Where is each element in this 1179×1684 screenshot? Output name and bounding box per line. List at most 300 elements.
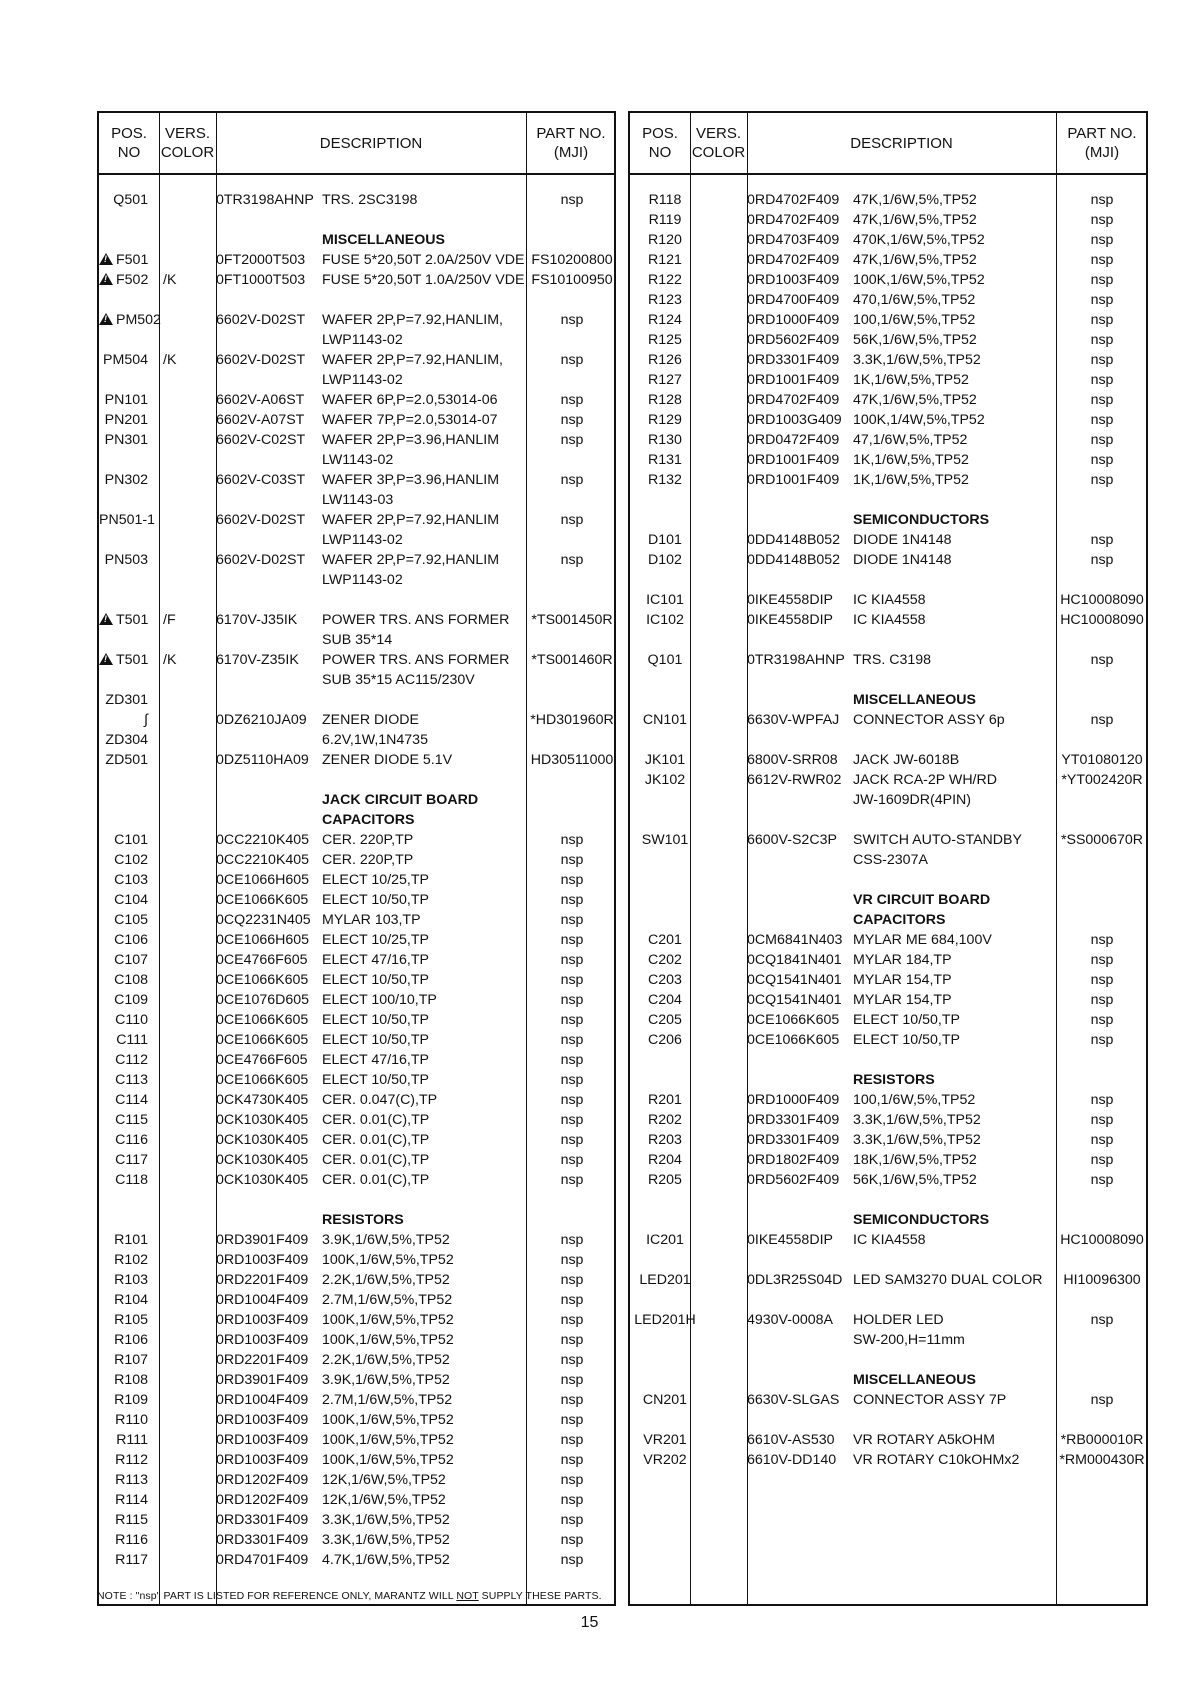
part-number: HC10008090 — [1060, 612, 1144, 628]
table-row — [99, 450, 614, 470]
description: WAFER 2P,P=3.96,HANLIM — [322, 432, 500, 448]
part-code: 0RD5602F409 — [747, 332, 840, 348]
table-row — [99, 1510, 614, 1530]
description: WAFER 3P,P=3.96,HANLIM — [322, 472, 500, 488]
description: POWER TRS. ANS FORMER — [322, 612, 510, 628]
table-row — [99, 1430, 614, 1450]
part-number: nsp — [560, 832, 584, 848]
part-number: nsp — [1090, 1392, 1114, 1408]
description: 3.3K,1/6W,5%,TP52 — [853, 1132, 981, 1148]
pos-no: PN101 — [104, 392, 148, 408]
table-row — [630, 1130, 1146, 1150]
table-row — [99, 830, 614, 850]
table-row — [630, 450, 1146, 470]
part-code: 6602V-A06ST — [216, 392, 305, 408]
part-number: FS10200800 — [531, 252, 613, 268]
part-number: nsp — [560, 552, 584, 568]
part-number: nsp — [560, 1352, 584, 1368]
part-code: 0CQ1541N401 — [747, 992, 842, 1008]
part-number: nsp — [1090, 992, 1114, 1008]
part-code: 6170V-J35IK — [216, 612, 298, 628]
part-number: nsp — [560, 1312, 584, 1328]
table-row — [630, 330, 1146, 350]
part-code: 6602V-C03ST — [216, 472, 306, 488]
pos-no: R121 — [648, 252, 682, 268]
part-code: 6800V-SRR08 — [747, 752, 838, 768]
description: 6.2V,1W,1N4735 — [322, 732, 428, 748]
header-part-no: PART NO. (MJI) — [536, 125, 606, 161]
description: ELECT 10/50,TP — [853, 1012, 960, 1028]
part-number: nsp — [560, 472, 584, 488]
description: 1K,1/6W,5%,TP52 — [853, 472, 969, 488]
table-row — [630, 1290, 1146, 1310]
part-number: FS10100950 — [531, 272, 613, 288]
description: 100K,1/6W,5%,TP52 — [322, 1332, 454, 1348]
part-number: HC10008090 — [1060, 592, 1144, 608]
description: 2.2K,1/6W,5%,TP52 — [322, 1272, 450, 1288]
part-code: 0RD1000F409 — [747, 312, 840, 328]
table-row — [630, 650, 1146, 670]
pos-no: R127 — [648, 372, 682, 388]
part-code: 0RD4702F409 — [747, 392, 840, 408]
table-row — [99, 550, 614, 570]
table-row — [630, 250, 1146, 270]
table-row — [99, 710, 614, 730]
part-number: nsp — [560, 1532, 584, 1548]
part-code: 0CE1066K605 — [216, 1072, 309, 1088]
table-row — [630, 310, 1146, 330]
table-row — [99, 970, 614, 990]
part-number: nsp — [560, 992, 584, 1008]
description: POWER TRS. ANS FORMER — [322, 652, 510, 668]
table-row — [99, 990, 614, 1010]
part-code: 0DD4148B052 — [747, 552, 841, 568]
table-row — [99, 1210, 614, 1230]
part-number: nsp — [560, 1292, 584, 1308]
pos-no: !F502 — [99, 270, 148, 290]
description: SW-200,H=11mm — [853, 1332, 965, 1348]
pos-no: R104 — [114, 1292, 148, 1308]
description: VR ROTARY A5kOHM — [853, 1432, 995, 1448]
table-row — [99, 410, 614, 430]
part-number: nsp — [1090, 1172, 1114, 1188]
description: DIODE 1N4148 — [853, 552, 952, 568]
table-row — [630, 530, 1146, 550]
table-row — [630, 1330, 1146, 1350]
table-row — [630, 690, 1146, 710]
description: 56K,1/6W,5%,TP52 — [853, 1172, 977, 1188]
part-code: 0RD1003F409 — [216, 1312, 309, 1328]
description: 2.2K,1/6W,5%,TP52 — [322, 1352, 450, 1368]
pos-no: LED201H — [634, 1312, 696, 1328]
part-number: nsp — [1090, 652, 1114, 668]
part-code: 0CE1066K605 — [216, 892, 309, 908]
table-row — [99, 690, 614, 710]
table-row — [99, 570, 614, 590]
pos-no: ∫ — [144, 712, 148, 728]
part-number: nsp — [1090, 932, 1114, 948]
part-number: nsp — [560, 1512, 584, 1528]
table-row — [630, 350, 1146, 370]
table-row — [99, 370, 614, 390]
description: 470,1/6W,5%,TP52 — [853, 292, 976, 308]
description: IC KIA4558 — [853, 592, 926, 608]
pos-no: R132 — [648, 472, 682, 488]
part-code: 6610V-DD140 — [747, 1452, 837, 1468]
part-code: 6602V-C02ST — [216, 432, 306, 448]
pos-no: C111 — [116, 1032, 148, 1048]
table-row — [630, 590, 1146, 610]
pos-no: R108 — [114, 1372, 148, 1388]
version-color: /K — [163, 352, 177, 368]
part-number: nsp — [1090, 552, 1114, 568]
part-number: nsp — [560, 1252, 584, 1268]
table-row — [99, 1490, 614, 1510]
part-code: 0RD5602F409 — [747, 1172, 840, 1188]
part-code: 0TR3198AHNP — [747, 652, 845, 668]
pos-no: IC201 — [646, 1232, 684, 1248]
table-row — [630, 490, 1146, 510]
part-code: 0FT2000T503 — [216, 252, 306, 268]
part-number: *TS001460R — [531, 652, 613, 668]
part-number: nsp — [1090, 272, 1114, 288]
table-row — [99, 470, 614, 490]
part-number: nsp — [1090, 432, 1114, 448]
part-number: nsp — [560, 1432, 584, 1448]
table-row — [99, 1030, 614, 1050]
part-code: 0RD1003G409 — [747, 412, 842, 428]
part-number: nsp — [560, 912, 584, 928]
description: LWP1143-02 — [322, 532, 403, 548]
part-number: nsp — [1090, 292, 1114, 308]
part-number: nsp — [560, 1172, 584, 1188]
part-code: 0RD1001F409 — [747, 472, 840, 488]
table-row — [630, 1310, 1146, 1330]
pos-no: C105 — [114, 912, 148, 928]
pos-no: !F501 — [99, 250, 148, 270]
part-code: 0CM6841N403 — [747, 932, 843, 948]
table-row — [630, 270, 1146, 290]
description: MYLAR 184,TP — [853, 952, 952, 968]
description: 100K,1/4W,5%,TP52 — [853, 412, 985, 428]
table-row — [99, 230, 614, 250]
pos-no: R119 — [648, 212, 682, 228]
description: MYLAR 154,TP — [853, 992, 952, 1008]
section-heading: SEMICONDUCTORS — [853, 1212, 990, 1228]
description: ELECT 10/50,TP — [853, 1032, 960, 1048]
pos-no: R123 — [648, 292, 682, 308]
part-code: 0RD3901F409 — [216, 1232, 309, 1248]
table-row — [99, 1530, 614, 1550]
pos-no: PN302 — [104, 472, 148, 488]
section-heading: MISCELLANEOUS — [853, 692, 976, 708]
part-number: nsp — [560, 1332, 584, 1348]
description: CER. 0.01(C),TP — [322, 1152, 430, 1168]
part-code: 0RD4702F409 — [747, 192, 840, 208]
pos-no: C201 — [648, 932, 682, 948]
pos-no: R128 — [648, 392, 682, 408]
table-row — [99, 1250, 614, 1270]
header-pos: POS. NO — [111, 125, 147, 161]
part-code: 0RD3301F409 — [747, 1112, 840, 1128]
header-vers: VERS. COLOR — [160, 125, 215, 161]
part-code: 0CC2210K405 — [216, 852, 310, 868]
description: IC KIA4558 — [853, 612, 926, 628]
table-row — [99, 1230, 614, 1250]
part-code: 0CE1066K605 — [747, 1032, 840, 1048]
part-code: 0RD1001F409 — [747, 372, 840, 388]
description: FUSE 5*20,50T 1.0A/250V VDE — [322, 272, 525, 288]
part-code: 0RD1003F409 — [216, 1252, 309, 1268]
part-code: 6602V-D02ST — [216, 312, 306, 328]
part-code: 0RD4703F409 — [747, 232, 840, 248]
table-row — [99, 1090, 614, 1110]
pos-no: R118 — [648, 192, 682, 208]
table-row — [99, 590, 614, 610]
table-row — [99, 670, 614, 690]
part-number: YT01080120 — [1061, 752, 1143, 768]
pos-no: JK101 — [644, 752, 686, 768]
section-heading: MISCELLANEOUS — [853, 1372, 976, 1388]
description: 470K,1/6W,5%,TP52 — [853, 232, 985, 248]
pos-no: !T501 — [99, 650, 148, 670]
part-code: 0TR3198AHNP — [216, 192, 314, 208]
description: 1K,1/6W,5%,TP52 — [853, 372, 969, 388]
description: ELECT 10/50,TP — [322, 892, 429, 908]
part-code: 0RD1003F409 — [216, 1452, 309, 1468]
part-code: 6612V-RWR02 — [747, 772, 842, 788]
part-number: nsp — [560, 972, 584, 988]
table-row — [99, 950, 614, 970]
pos-no: C203 — [648, 972, 682, 988]
pos-no: R106 — [114, 1332, 148, 1348]
part-code: 0CQ1541N401 — [747, 972, 842, 988]
table-row — [630, 1110, 1146, 1130]
description: SWITCH AUTO-STANDBY — [853, 832, 1022, 848]
part-code: 0RD1202F409 — [216, 1492, 309, 1508]
table-row — [99, 790, 614, 810]
description: WAFER 2P,P=7.92,HANLIM, — [322, 312, 503, 328]
table-row — [99, 250, 614, 270]
table-row — [630, 1010, 1146, 1030]
part-number: nsp — [1090, 332, 1114, 348]
pos-no: R202 — [648, 1112, 682, 1128]
pos-no: C202 — [648, 952, 682, 968]
table-row — [630, 630, 1146, 650]
safety-warning-icon — [99, 313, 113, 325]
description: 47,1/6W,5%,TP52 — [853, 432, 968, 448]
part-code: 0CQ2231N405 — [216, 912, 311, 928]
description: LW1143-03 — [322, 492, 394, 508]
description: ELECT 100/10,TP — [322, 992, 437, 1008]
part-code: 0RD1003F409 — [216, 1412, 309, 1428]
description: 47K,1/6W,5%,TP52 — [853, 192, 977, 208]
table-row — [99, 510, 614, 530]
part-code: 0CC2210K405 — [216, 832, 310, 848]
pos-no: C110 — [115, 1012, 148, 1028]
pos-no: D102 — [648, 552, 682, 568]
part-number: nsp — [560, 1492, 584, 1508]
pos-no: C118 — [115, 1172, 148, 1188]
pos-no: C104 — [114, 892, 148, 908]
description: FUSE 5*20,50T 2.0A/250V VDE — [322, 252, 525, 268]
safety-warning-icon — [99, 273, 113, 285]
part-number: nsp — [560, 952, 584, 968]
description: CER. 220P,TP — [322, 832, 414, 848]
description: 3.3K,1/6W,5%,TP52 — [322, 1532, 450, 1548]
part-number: nsp — [560, 1392, 584, 1408]
description: MYLAR 154,TP — [853, 972, 952, 988]
part-code: 0CE1066K605 — [747, 1012, 840, 1028]
description: 4.7K,1/6W,5%,TP52 — [322, 1552, 450, 1568]
table-row — [630, 970, 1146, 990]
part-number: nsp — [560, 1112, 584, 1128]
description: LWP1143-02 — [322, 572, 403, 588]
part-number: nsp — [560, 1032, 584, 1048]
part-number: nsp — [560, 192, 584, 208]
part-code: 0CE4766F605 — [216, 952, 308, 968]
table-row — [99, 390, 614, 410]
description: LWP1143-02 — [322, 372, 403, 388]
table-row — [99, 1270, 614, 1290]
part-code: 0RD4700F409 — [747, 292, 840, 308]
description: JW-1609DR(4PIN) — [853, 792, 971, 808]
part-number: nsp — [1090, 392, 1114, 408]
safety-warning-icon — [99, 253, 113, 265]
table-row — [630, 890, 1146, 910]
table-row — [630, 390, 1146, 410]
pos-no: !T501 — [99, 610, 148, 630]
version-color: /K — [163, 272, 177, 288]
description: 100K,1/6W,5%,TP52 — [322, 1432, 454, 1448]
table-row — [630, 470, 1146, 490]
pos-no: R101 — [114, 1232, 148, 1248]
pos-no: !PM502 — [99, 310, 148, 330]
pos-no: R131 — [648, 452, 682, 468]
part-code: 0CK4730K405 — [216, 1092, 309, 1108]
table-row — [99, 850, 614, 870]
part-code: 0IKE4558DIP — [747, 612, 833, 628]
table-row — [630, 290, 1146, 310]
header-part-no: PART NO. (MJI) — [1067, 125, 1137, 161]
table-row — [630, 1050, 1146, 1070]
header-vers: VERS. COLOR — [691, 125, 746, 161]
part-code: 6170V-Z35IK — [216, 652, 299, 668]
pos-no: PN201 — [104, 412, 148, 428]
pos-no: R105 — [114, 1312, 148, 1328]
description: 12K,1/6W,5%,TP52 — [322, 1492, 446, 1508]
description: ELECT 10/50,TP — [322, 1032, 429, 1048]
rows-right — [630, 190, 1146, 1470]
description: CONNECTOR ASSY 7P — [853, 1392, 1007, 1408]
description: MYLAR 103,TP — [322, 912, 421, 928]
description: 3.9K,1/6W,5%,TP52 — [322, 1232, 450, 1248]
version-color: /K — [163, 652, 177, 668]
table-row — [99, 430, 614, 450]
table-row — [630, 510, 1146, 530]
pos-no: R114 — [115, 1492, 148, 1508]
table-row — [630, 1090, 1146, 1110]
part-code: 6630V-SLGAS — [747, 1392, 840, 1408]
description: CER. 0.01(C),TP — [322, 1132, 430, 1148]
part-number: HI10096300 — [1063, 1272, 1141, 1288]
description: WAFER 2P,P=7.92,HANLIM — [322, 552, 500, 568]
pos-no: C102 — [114, 852, 148, 868]
safety-warning-icon — [99, 653, 113, 665]
pos-no: R205 — [648, 1172, 682, 1188]
description: ELECT 47/16,TP — [322, 952, 429, 968]
description: IC KIA4558 — [853, 1232, 926, 1248]
description: 100,1/6W,5%,TP52 — [853, 312, 976, 328]
footnote: NOTE : "nsp" PART IS LISTED FOR REFERENCE ONLY, MARANTZ WILL NOT SUPPLY THESE PARTS. — [97, 1590, 602, 1602]
table-row — [99, 490, 614, 510]
parts-table-right — [628, 111, 1148, 1606]
part-code: 0CE1066H605 — [216, 872, 310, 888]
description: VR ROTARY C10kOHMx2 — [853, 1452, 1020, 1468]
table-row — [99, 1350, 614, 1370]
part-code: 0CK1030K405 — [216, 1112, 309, 1128]
pos-no: C204 — [648, 992, 682, 1008]
section-heading: RESISTORS — [853, 1072, 935, 1088]
part-code: 0CK1030K405 — [216, 1132, 309, 1148]
table-row — [99, 1470, 614, 1490]
part-number: *RM000430R — [1059, 1452, 1145, 1468]
pos-no: C113 — [115, 1072, 148, 1088]
table-row — [99, 530, 614, 550]
pos-no: C107 — [114, 952, 148, 968]
description: WAFER 2P,P=7.92,HANLIM — [322, 512, 500, 528]
description: 100K,1/6W,5%,TP52 — [322, 1452, 454, 1468]
table-row — [99, 1170, 614, 1190]
table-row — [630, 570, 1146, 590]
description: 100K,1/6W,5%,TP52 — [853, 272, 985, 288]
table-row — [630, 1350, 1146, 1370]
table-row — [630, 1250, 1146, 1270]
description: 2.7M,1/6W,5%,TP52 — [322, 1392, 453, 1408]
part-number: *HD301960R — [530, 712, 614, 728]
pos-no: C109 — [114, 992, 148, 1008]
part-code: 6630V-WPFAJ — [747, 712, 840, 728]
part-number: nsp — [560, 1052, 584, 1068]
pos-no: ZD304 — [105, 732, 148, 748]
table-row — [630, 1150, 1146, 1170]
part-number: nsp — [560, 932, 584, 948]
pos-no: Q501 — [113, 192, 148, 208]
part-number: nsp — [560, 312, 584, 328]
table-row — [99, 1110, 614, 1130]
pos-no: R116 — [115, 1532, 148, 1548]
table-row — [99, 1450, 614, 1470]
description: 18K,1/6W,5%,TP52 — [853, 1152, 977, 1168]
part-number: HD30511000 — [530, 752, 614, 768]
description: JACK JW-6018B — [853, 752, 960, 768]
table-row — [99, 1370, 614, 1390]
pos-no: R124 — [648, 312, 682, 328]
description: 100K,1/6W,5%,TP52 — [322, 1412, 454, 1428]
pos-no: VR201 — [643, 1432, 687, 1448]
description: 3.3K,1/6W,5%,TP52 — [853, 1112, 981, 1128]
part-code: 0RD1001F409 — [747, 452, 840, 468]
pos-no: R111 — [116, 1432, 148, 1448]
description: ELECT 10/50,TP — [322, 972, 429, 988]
pos-no: IC102 — [646, 612, 684, 628]
pos-no: CN201 — [642, 1392, 688, 1408]
part-code: 0RD1802F409 — [747, 1152, 840, 1168]
part-code: 6602V-D02ST — [216, 552, 306, 568]
table-row — [630, 1030, 1146, 1050]
part-number: *RB000010R — [1060, 1432, 1144, 1448]
part-number: nsp — [1090, 312, 1114, 328]
